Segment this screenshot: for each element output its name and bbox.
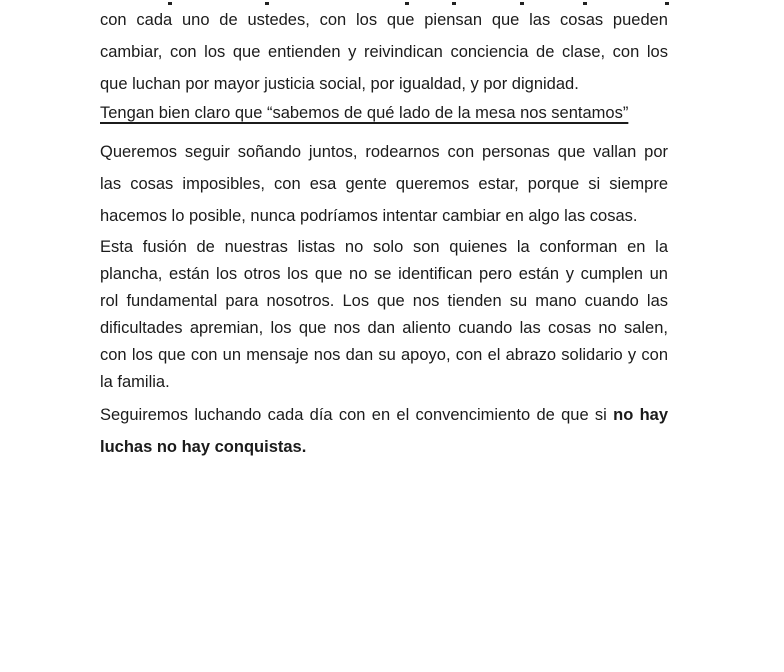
- paragraph-line-bold: luchas no hay conquistas.: [100, 438, 307, 456]
- underlined-heading: [100, 97, 668, 129]
- paragraph-text-normal: Seguiremos luchando cada día con en el convencimiento de que si: [100, 406, 614, 424]
- paragraph-line: dificultades apremian, los que nos dan aliento cuando las cosas no salen,: [100, 319, 668, 337]
- paragraph-line: rol fundamental para nosotros. Los que nos tienden su mano cuando las: [100, 292, 668, 310]
- paragraph-queremos-seguir: [100, 136, 668, 232]
- paragraph-line: que luchan por mayor justicia social, por igualdad, y por dignidad.: [100, 75, 579, 93]
- paragraph-line: Esta fusión de nuestras listas no solo son quienes la conforman en la: [100, 238, 668, 256]
- heading-text: Tengan bien claro que “sabemos de qué lado de la mesa nos sentamos”: [100, 104, 629, 122]
- paragraph-line: cambiar, con los que entienden y reivindican conciencia de clase, con los: [100, 43, 668, 61]
- paragraph-con-cada-uno: [100, 4, 668, 100]
- paragraph-line: con los que con un mensaje nos dan su apoyo, con el abrazo solidario y con: [100, 346, 668, 364]
- paragraph-text-bold: no hay: [613, 406, 668, 424]
- paragraph-seguiremos-luchando: [100, 399, 668, 463]
- paragraph-line: Queremos seguir soñando juntos, rodearnos con personas que vallan por: [100, 143, 668, 161]
- paragraph-line: con cada uno de ustedes, con los que piensan que las cosas pueden: [100, 11, 668, 29]
- paragraph-line: las cosas imposibles, con esa gente queremos estar, porque si siempre: [100, 175, 668, 193]
- paragraph-line: [100, 399, 668, 431]
- paragraph-line: la familia.: [100, 373, 170, 391]
- paragraph-line: hacemos lo posible, nunca podríamos intentar cambiar en algo las cosas.: [100, 207, 638, 225]
- paragraph-line: plancha, están los otros los que no se identifican pero están y cumplen un: [100, 265, 668, 283]
- paragraph-esta-fusion: [100, 234, 668, 396]
